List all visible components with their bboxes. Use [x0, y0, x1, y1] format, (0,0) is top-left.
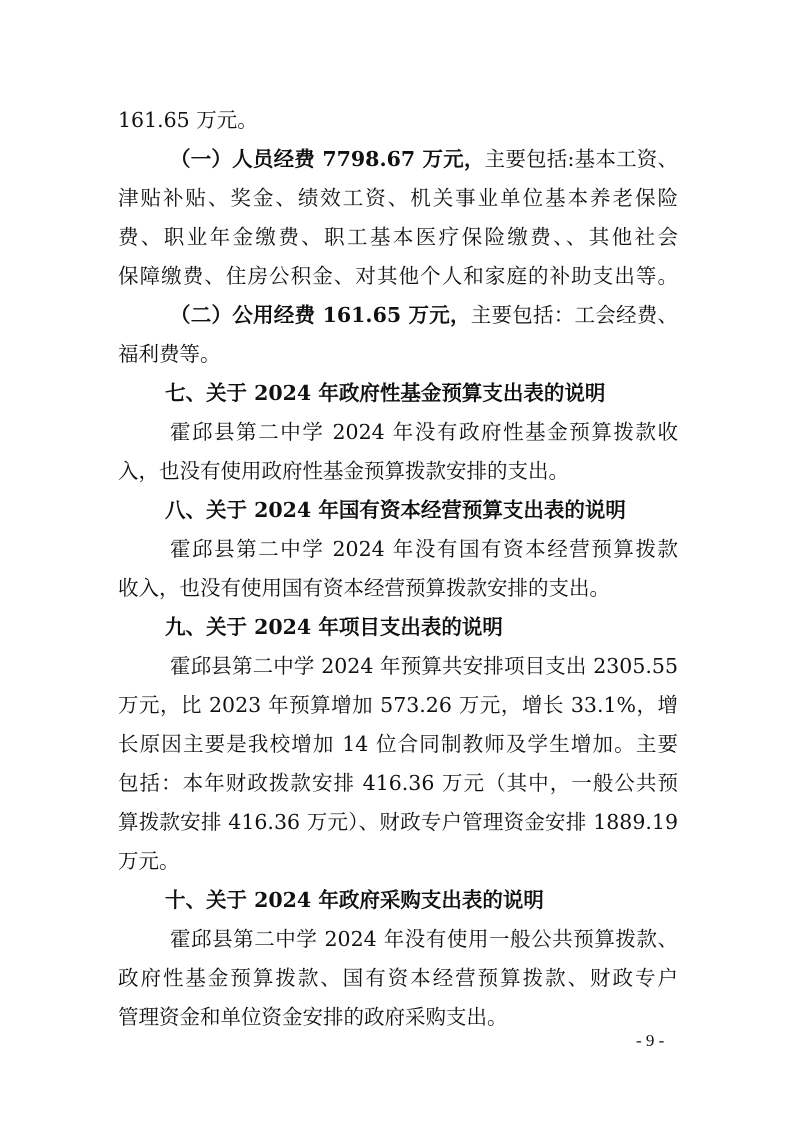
section-heading-8: 八、关于 2024 年国有资本经营预算支出表的说明 — [165, 498, 626, 522]
text-line: 保障缴费、住房公积金、对其他个人和家庭的补助支出等。 — [118, 264, 678, 288]
text-line — [170, 147, 678, 171]
text-line: 收入，也没有使用国有资本经营预算拨款安排的支出。 — [118, 576, 610, 600]
text-line — [170, 303, 678, 327]
text-span: 主要包括:基本工资、 — [484, 147, 678, 171]
text-line: 入，也没有使用政府性基金预算拨款安排的支出。 — [118, 459, 569, 483]
text-line: 万元，比 2023 年预算增加 573.26 万元，增长 33.1%，增 — [118, 693, 678, 717]
text-span: 主要包括：工会经费、 — [470, 303, 678, 327]
text-line: 161.65 万元。 — [118, 108, 258, 132]
section-heading-7: 七、关于 2024 年政府性基金预算支出表的说明 — [165, 381, 606, 405]
text-line: 算拨款安排 416.36 万元）、财政专户管理资金安排 1889.19 — [118, 810, 678, 834]
text-line: 费、职业年金缴费、职工基本医疗保险缴费、、其他社会 — [118, 225, 678, 249]
text-line: 津贴补贴、奖金、绩效工资、机关事业单位基本养老保险 — [118, 186, 678, 210]
text-line: 霍邱县第二中学 2024 年预算共安排项目支出 2305.55 — [170, 654, 678, 678]
page-number: - 9 - — [636, 1031, 665, 1050]
text-line: 霍邱县第二中学 2024 年没有国有资本经营预算拨款 — [170, 537, 678, 561]
text-line: 万元。 — [118, 849, 180, 873]
text-line: 霍邱县第二中学 2024 年没有政府性基金预算拨款收 — [170, 420, 678, 444]
text-line: 福利费等。 — [118, 342, 221, 366]
text-line: 霍邱县第二中学 2024 年没有使用一般公共预算拨款、 — [170, 927, 678, 951]
text-line: 长原因主要是我校增加 14 位合同制教师及学生增加。主要 — [118, 732, 678, 756]
section-heading-9: 九、关于 2024 年项目支出表的说明 — [165, 615, 503, 639]
text-line: 包括：本年财政拨款安排 416.36 万元（其中，一般公共预 — [118, 771, 678, 795]
section-heading-10: 十、关于 2024 年政府采购支出表的说明 — [165, 888, 544, 912]
public-expense-heading: （二）公用经费 161.65 万元， — [170, 303, 471, 327]
text-line: 管理资金和单位资金安排的政府采购支出。 — [118, 1005, 508, 1029]
text-line: 政府性基金预算拨款、国有资本经营预算拨款、财政专户 — [118, 966, 678, 990]
personnel-expense-heading: （一）人员经费 7798.67 万元， — [170, 147, 485, 171]
